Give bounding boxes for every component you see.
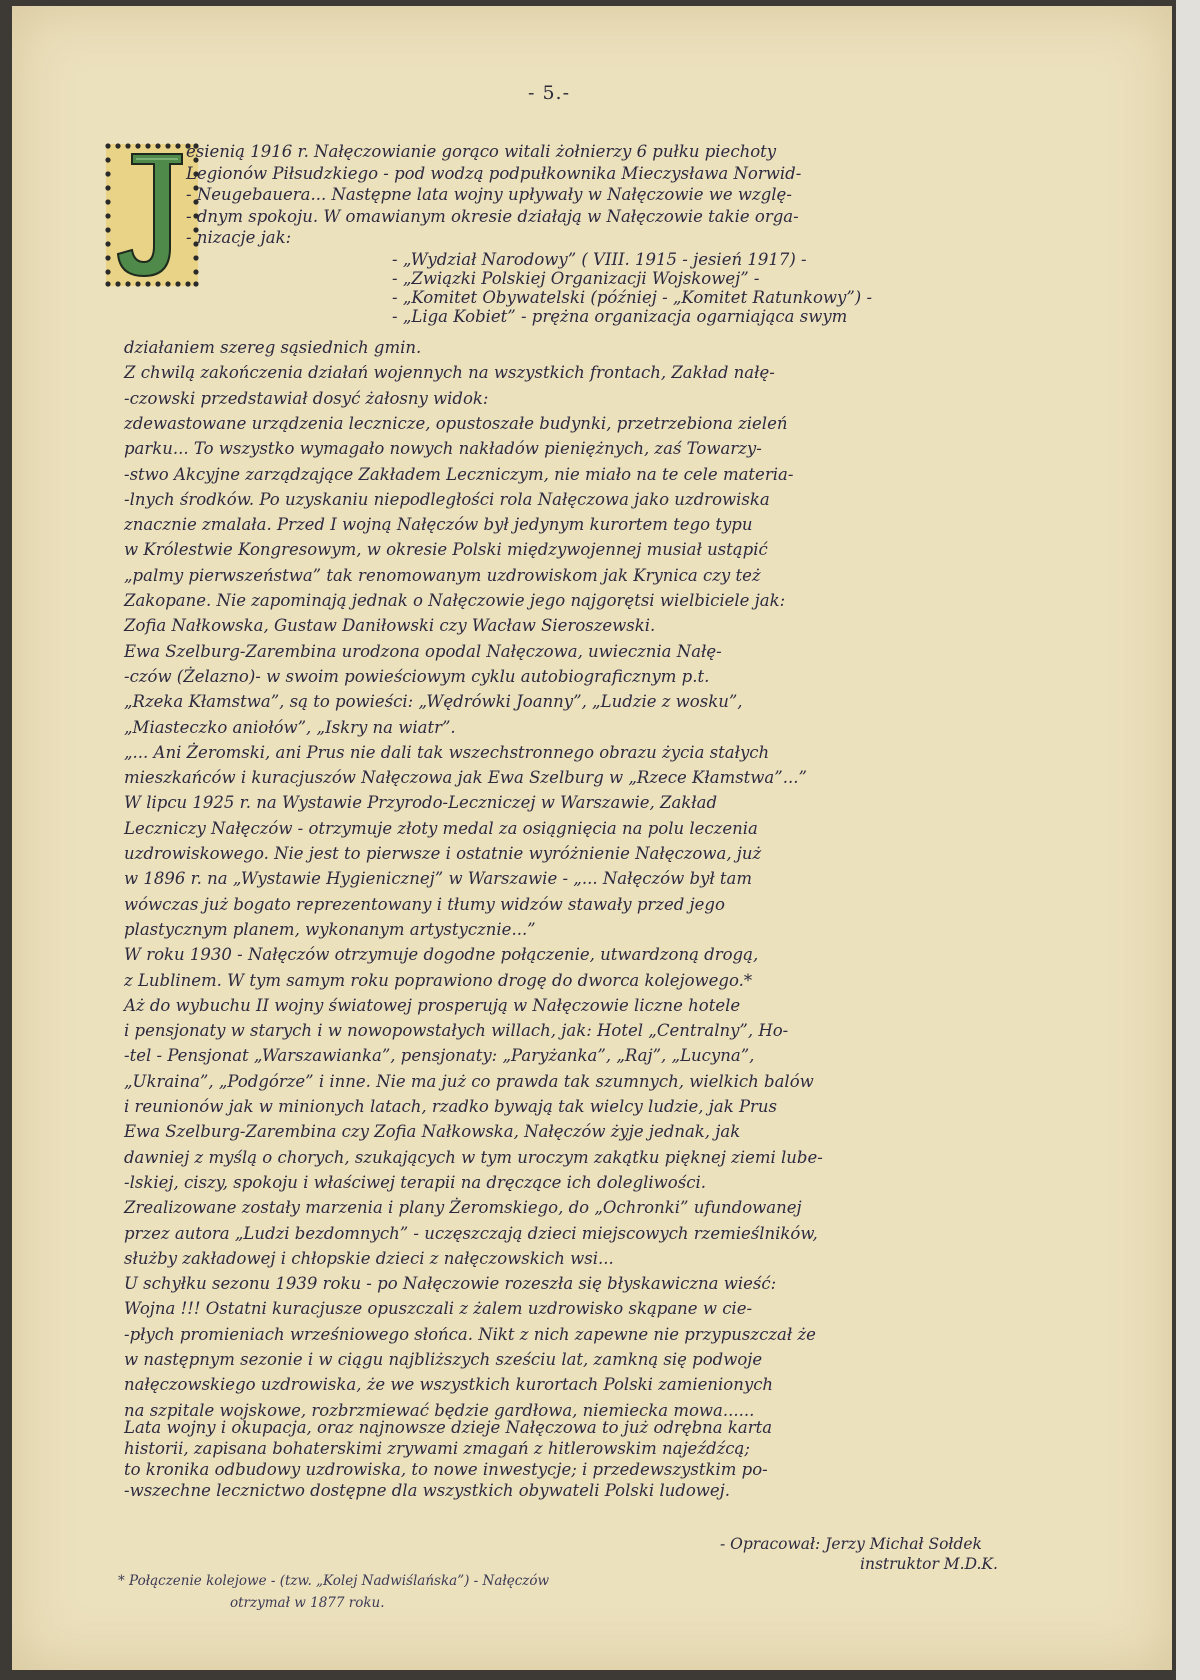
organization-list <box>392 250 1062 326</box>
text-line: nałęczowskiego uzdrowiska, że we wszystkich kurortach Polski zamienionych <box>124 1375 774 1395</box>
text-line: - „Komitet Obywatelski (później - „Komitet Ratunkowy”) - <box>392 288 873 307</box>
text-line: działaniem szereg sąsiednich gmin. <box>124 338 422 357</box>
text-line: Ewa Szelburg-Zarembina czy Zofia Nałkowska, Nałęczów żyje jednak, jak <box>124 1122 741 1142</box>
text-line: Aż do wybuchu II wojny światowej prosperują w Nałęczowie liczne hotele <box>124 995 741 1015</box>
text-line: w 1896 r. na „Wystawie Hygienicznej” w Warszawie - „... Nałęczów był tam <box>124 869 753 889</box>
text-line: -wszechne lecznictwo dostępne dla wszystkich obywateli Polski ludowej. <box>124 1481 731 1500</box>
text-line: -tel - Pensjonat „Warszawianka”, pensjonaty: „Paryżanka”, „Raj”, „Lucyna”, <box>124 1046 755 1066</box>
text-line: - „Liga Kobiet” - prężna organizacja ogarniająca swym <box>392 307 848 326</box>
text-line: -płych promieniach wrześniowego słońca. Nikt z nich zapewne nie przypuszczał że <box>124 1324 816 1344</box>
text-line: przez autora „Ludzi bezdomnych” - uczęszczają dzieci miejscowych rzemieślników, <box>124 1223 818 1243</box>
text-line: mieszkańców i kuracjuszów Nałęczowa jak Ewa Szelburg w „Rzece Kłamstwa”...” <box>124 768 807 788</box>
text-line: uzdrowiskowego. Nie jest to pierwsze i ostatnie wyróżnienie Nałęczowa, już <box>124 844 762 863</box>
text-line: i reunionów jak w minionych latach, rzadko bywają tak wielcy ludzie, jak Prus <box>124 1097 778 1116</box>
footnote-line-2: otrzymał w 1877 roku. <box>230 1595 385 1611</box>
text-line: - dnym spokoju. W omawianym okresie działają w Nałęczowie takie orga- <box>186 206 799 226</box>
signature-author: - Opracował: Jerzy Michał Sołdek <box>720 1535 982 1553</box>
text-line: Z chwilą zakończenia działań wojennych na wszystkich frontach, Zakład nałę- <box>124 363 775 383</box>
text-line: -lskiej, ciszy, spokoju i właściwej terapii na dręczące ich dolegliwości. <box>124 1172 706 1192</box>
text-line: historii, zapisana bohaterskimi zrywami zmagań z hitlerowskim najeźdźcą; <box>124 1439 750 1458</box>
text-line: Legionów Piłsudzkiego - pod wodzą podpułkownika Mieczysława Norwid- <box>186 163 802 183</box>
text-line: - „Wydział Narodowy” ( VIII. 1915 - jesień 1917) - <box>392 250 807 269</box>
text-line: Zrealizowane zostały marzenia i plany Żeromskiego, do „Ochronki” ufundowanej <box>124 1198 802 1218</box>
signature-block <box>720 1534 998 1574</box>
main-text <box>124 338 1084 1426</box>
text-line: esienią 1916 r. Nałęczowianie gorąco witali żołnierzy 6 pułku piechoty <box>186 142 777 161</box>
text-line: „Rzeka Kłamstwa”, są to powieści: „Wędrówki Joanny”, „Ludzie z wosku”, <box>124 692 743 712</box>
text-line: „palmy pierwszeństwa” tak renomowanym uzdrowiskom jak Krynica czy też <box>124 565 761 585</box>
intro-paragraph <box>186 142 1056 250</box>
background-strip <box>1176 0 1200 1680</box>
text-line: wówczas już bogato reprezentowany i tłumy widzów stawały przed jego <box>124 894 725 914</box>
text-line: plastycznym planem, wykonanym artystycznie...” <box>124 919 536 939</box>
footnote-line-1: * Połączenie kolejowe - (tzw. „Kolej Nadwiślańska”) - Nałęczów <box>118 1573 550 1589</box>
text-line: to kronika odbudowy uzdrowiska, to nowe inwestycje; i przedewszystkim po- <box>124 1460 768 1479</box>
text-line: - „Związki Polskiej Organizacji Wojskowej” - <box>392 269 760 288</box>
text-line: „Miasteczko aniołów”, „Iskry na wiatr”. <box>124 717 456 737</box>
text-line: i pensjonaty w starych i w nowopowstałych willach, jak: Hotel „Centralny”, Ho- <box>124 1021 789 1041</box>
text-line: służby zakładowej i chłopskie dzieci z nałęczowskich wsi... <box>124 1248 614 1268</box>
text-line: - Neugebauera... Następne lata wojny upływały w Nałęczowie we wzglę- <box>186 185 792 204</box>
text-line: parku... To wszystko wymagało nowych nakładów pieniężnych, zaś Towarzy- <box>124 439 762 459</box>
text-line: Leczniczy Nałęczów - otrzymuje złoty medal za osiągnięcia na polu leczenia <box>124 818 758 838</box>
page-number: - 5.- <box>528 82 571 104</box>
text-line: znacznie zmalała. Przed I wojną Nałęczów był jedynym kurortem tego typu <box>124 515 753 535</box>
text-line: Ewa Szelburg-Zarembina urodzona opodal Nałęczowa, uwiecznia Nałę- <box>124 641 722 661</box>
text-line: W lipcu 1925 r. na Wystawie Przyrodo-Leczniczej w Warszawie, Zakład <box>124 793 718 813</box>
text-line: w Królestwie Kongresowym, w okresie Polski międzywojennej musiał ustąpić <box>124 540 768 560</box>
text-line: -czów (Żelazno)- w swoim powieściowym cyklu autobiograficznym p.t. <box>124 666 710 686</box>
text-line: dawniej z myślą o chorych, szukających w tym uroczym zakątku pięknej ziemi lube- <box>124 1147 823 1167</box>
text-line: -czowski przedstawiał dosyć żałosny widok: <box>124 388 489 408</box>
text-line: - nizacje jak: <box>186 228 292 247</box>
text-line: „... Ani Żeromski, ani Prus nie dali tak wszechstronnego obrazu życia stałych <box>124 742 770 762</box>
text-line: W roku 1930 - Nałęczów otrzymuje dogodne połączenie, utwardzoną drogą, <box>124 945 759 965</box>
text-line: z Lublinem. W tym samym roku poprawiono drogę do dworca kolejowego.* <box>124 970 753 990</box>
text-line: Zakopane. Nie zapominają jednak o Nałęczowie jego najgorętsi wielbiciele jak: <box>124 591 786 610</box>
text-line: „Ukraina”, „Podgórze” i inne. Nie ma już co prawda tak szumnych, wielkich balów <box>124 1071 814 1091</box>
text-line: -stwo Akcyjne zarządzające Zakładem Leczniczym, nie miało na te cele materia- <box>124 464 794 484</box>
text-line: -lnych środków. Po uzyskaniu niepodległości rola Nałęczowa jako uzdrowiska <box>124 489 770 509</box>
text-line: Zofia Nałkowska, Gustaw Daniłowski czy Wacław Sieroszewski. <box>124 616 656 636</box>
signature-title: instruktor M.D.K. <box>860 1555 998 1573</box>
closing-paragraph <box>124 1418 1074 1502</box>
text-line: Lata wojny i okupacja, oraz najnowsze dzieje Nałęczowa to już odrębna karta <box>124 1418 773 1437</box>
text-line: w następnym sezonie i w ciągu najbliższych sześciu lat, zamkną się podwoje <box>124 1350 763 1369</box>
text-line: na szpitale wojskowe, rozbrzmiewać będzie gardłowa, niemiecka mowa...... <box>124 1400 755 1420</box>
text-line: Wojna !!! Ostatni kuracjusze opuszczali z żalem uzdrowisko skąpane w cie- <box>124 1299 753 1319</box>
text-line: zdewastowane urządzenia lecznicze, opustoszałe budynki, przetrzebiona zieleń <box>124 413 788 433</box>
footnote <box>118 1570 549 1614</box>
text-line: U schyłku sezonu 1939 roku - po Nałęczowie rozeszła się błyskawiczna wieść: <box>124 1274 777 1294</box>
